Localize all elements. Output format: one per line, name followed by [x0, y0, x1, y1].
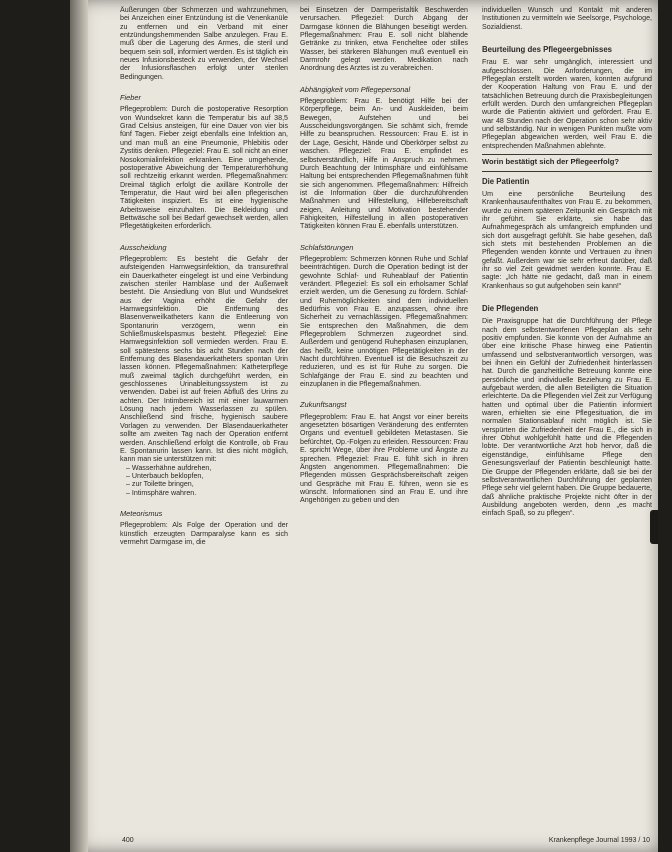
section-heading: Beurteilung des Pflegeergebnisses [482, 45, 612, 55]
section-heading: Die Pflegenden [482, 303, 539, 313]
paragraph: Um eine persönliche Beurteilung des Krankenhausaufenthaltes von Frau E. zu bekommen, wurde zu einem späteren Zeitpunkt ein Gespräch mit ihr geführt. Sie erklärte, sie habe das Aufnahmegespräch als umfangreich empfunden und sich dort ausgefragt gefühlt. Sie habe gesehen, daß sich stets mit bestehenden Problemen an die Pflegenden wenden könnte und Vertrauen zu ihnen gefaßt. Außerdem war sie sehr erfreut darüber, daß ihr so viel Zeit gewidmet werden konnte. Frau E. sagte: „Ich hätte nie gedacht, daß man in einem Krankenhaus so gut aufgehoben sein kann!“ [482, 189, 652, 290]
list-item: – Intimsphäre wahren. [126, 489, 288, 497]
document-page [70, 0, 658, 852]
paragraph: Pflegeproblem: Als Folge der Operation und der künstlich erzeugten Darmparalyse kann es sich vermehrt Darmgase im, die [120, 521, 288, 546]
paragraph: bei Einsetzen der Darmperistaltik Beschwerden verursachen. Pflegeziel: Durch Abgang der Darmgase können die Blähungen beseitigt werden. Pflegemaßnahmen: Frau E. soll nicht blähende Getränke zu trinken, etwa Fencheltee oder stilles Wasser, bei stärkeren Blähungen muß eventuell ein Darmrohr gelegt werden. Medikation nach Anordnung des Arztes ist zu verabreichen. [300, 6, 468, 73]
paragraph: individuellen Wunsch und Kontakt mit anderen Institutionen zu vermitteln wie Seelsorge, Psychologe, Sozialdienst. [482, 6, 652, 31]
divider [482, 154, 652, 155]
page-number: 400 [122, 837, 134, 844]
list-item: – zur Toilette bringen, [126, 480, 288, 488]
text-column-2 [300, 6, 468, 505]
list-item: – Unterbauch beklopfen, [126, 472, 288, 480]
section-heading: Meteorismus [120, 508, 163, 518]
paragraph: Pflegeproblem: Durch die postoperative Resorption von Wundsekret kann die Temperatur bis auf 38,5 Grad Celsius ansteigen, für eine Dauer von vier bis fünf Tagen. Fieber zeigt ebenfalls eine Infektion an, und man muß an eine Pneumonie, Phlebitis oder Zystitis denken. Pflegeziel: Frau E. soll nicht an einer Nosokomialinfektion erkranken. Eine umgehende, postoperative Abweichung der Temperaturerhöhung soll rechtzeitig erkannt werden. Pflegemaßnahmen: Dreimal täglich erfolgt die axilläre Kontrolle der Temperatur, die Haut wird bei allen pflegerischen Tätigkeiten inspiziert. Es ist eine hygienische Arbeitsweise einzuhalten. Die Bekleidung und Bettwäsche soll bei Bedarf gewechselt werden, allen Pflegetätigkeiten erforderlich. [120, 105, 288, 231]
section-heading: Die Patientin [482, 176, 530, 186]
page-tab-marker [650, 510, 658, 544]
paragraph: Äußerungen über Schmerzen und wahrzunehmen, bei Anzeichen einer Entzündung ist die Venenkanüle zu entfernen und ein Verband mit einer entzündungshemmenden Salbe anzulegen. Frau E. muß über die Lagerung des Armes, die steril und bequem sein soll, informiert werden. Es ist täglich ein neues Infusionsbesteck zu verwenden, der Wechsel der Infusionsflaschen erfolgt unter sterilen Bedingungen. [120, 6, 288, 81]
section-heading: Abhängigkeit vom Pflegepersonal [300, 84, 411, 94]
paragraph: Pflegeproblem: Frau E. hat Angst vor einer bereits angesetzten bösartigen Veränderung des entfernten Organs und eventuell gebildeten Metastasen. Sie befürchtet, Op.-Folgen zu erleiden. Ressourcen: Frau E. spricht Wege, über ihre Probleme und Ängste zu sprechen. Pflegeziel: Frau E. fühlt sich in ihren Ängsten angenommen. Pflegemaßnahmen: Die Pflegenden müssen Gesprächsbereitschaft zeigen und Gespräche mit Frau E. führen, wenn sie es wünscht. Informationen sind an Frau E. und ihre Angehörigen zu geben und den [300, 412, 468, 505]
paragraph: Pflegeproblem: Schmerzen können Ruhe und Schlaf beeinträchtigen. Durch die Operation bedingt ist der gewohnte Schlaf- und Ruheablauf der Patientin verändert. Pflegeziel: Es soll ein erholsamer Schlaf erzielt werden, um die Genesung zu fördern. Schlaf- und Ruhemöglichkeiten sind dem individuellen Bedürfnis von Frau E. anzupassen, ohne ihre Sicherheit zu vernachlässigen. Pflegemaßnahmen: Sie entsprechen den Maßnahmen, die dem Pflegeproblem Schmerzen zugeordnet sind. Außerdem und genügend Ruhephasen einzuplanen, das heißt, keine unnötigen Pflegetätigkeiten in der Nacht durchführen. Eventuell ist die Besuchszeit zu reduzieren, und es ist für Ruhe zu sorgen. Die Schlafgänge der Frau E. sind zu beachten und einzuplanen in die Pflegemaßnahmen. [300, 254, 468, 389]
list-item: – Wasserhähne aufdrehen, [126, 464, 288, 472]
paragraph: Die Praxisgruppe hat die Durchführung der Pflege nach dem selbstentworfenen Pflegeplan als sehr positiv empfunden. Sie konnte von der Aufnahme an über eine kritische Phase hinweg eine Patientin umfassend und selbstverantwortlich versorgen, was bei ihnen ein Gefühl der Zufriedenheit hinterlassen hat. Durch die ganzheitliche Betreuung konnte eine persönliche und individuelle Beziehung zu Frau E. aufgebaut werden, die allen Beteiligten die Situation erleichterte. Da die Pflegenden viel Zeit zur Verfügung hatten und optimal über die Patientin informiert waren, erhielten sie eine Pflegesituation, die im normalen Stationsablauf nicht möglich ist. Sie verspürten die Zufriedenheit der Frau E., die sich in ihrer Obhut wohlgefühlt hatte und die Pflegenden lobte. Der verantwortliche Arzt hob hervor, daß die eigenständige, einfühlsame Pflege den Genesungsverlauf der Patientin beschleunigt hatte. Die Gruppe der Pflegenden erklärte, daß sie bei der selbstverantwortlichen Durchführung der geplanten Pflege sehr viel gelernt haben. Die Gruppe bedauerte, daß ähnliche praktische Projekte nicht öfter in der Ausbildung angeboten werden, denn „es macht einfach Spaß, so zu pflegen“. [482, 317, 652, 518]
paragraph: Frau E. war sehr umgänglich, interessiert und aufgeschlossen. Die Anforderungen, die im Pflegeplan erstellt worden waren, konnten aufgrund der Kooperation Haltung von Frau E. und der tatsächlichen Betreuung durch die Praxisbegleitungen erfüllt werden. Durch den umfangreichen Pflegeplan wurde die Patientin aktiviert und gefördert. Frau E. war 48 Stunden nach der Operation schon sehr aktiv und selbständig. Nur in wenigen Punkten mußte vom Pflegeplan abgewichen werden, weil Frau E. die entsprechenden Maßnahmen ablehnte. [482, 58, 652, 150]
paragraph: Pflegeproblem: Frau E. benötigt Hilfe bei der Körperpflege, beim An- und Auskleiden, beim Bewegen, Aufstehen und bei Ausscheidungsvorgängen. Sie schämt sich, fremde Hilfe zu beanspruchen. Ressourcen: Frau E. ist in der Lage, Gesicht, Hände und Oberkörper selbst zu waschen. Pflegeziel: Frau E. empfindet es selbstverständlich, Hilfe in Anspruch zu nehmen. Durch Beachtung der Intimsphäre und einfühlsame Haltung bei entsprechenden Pflegemaßnahmen fühlt sie sich angenommen. Pflegemaßnahmen: Hilfreich ist die Information über die durchzuführenden Maßnahmen und Hilfestellung, Hilfebereitschaft zeigen, Anleitung und Motivation bestehender Fähigkeiten, Hilfestellung in allen postoperativen Tätigkeiten können Frau E. ebenfalls unterstützen. [300, 97, 468, 231]
paragraph: Pflegeproblem: Es besteht die Gefahr der aufsteigenden Harnwegsinfektion, da transurethral ein Dauerkatheter eingelegt ist und eine Verbindung zwischen steriler Harnblase und der Außenwelt besteht. Die Ansiedlung von Blut und Wundsekret aus der Vagina erhöht die Gefahr der Harnwegsinfektion. Die Entfernung des Blasenverweilkatheters kann die Entleerung von Spontanurin verzögern, wenn ein Schließmuskelspasmus besteht. Pflegeziel: Eine Harnwegsinfektion soll vermieden werden. Frau E. soll spätestens sechs bis acht Stunden nach der Entfernung des Blasendauerkatheters spontan Urin lassen können. Pflegemaßnahmen: Katheterpflege muß zweimal täglich durchgeführt werden, ein geschlossenes Urinableitungssystem ist zu verwenden. Dabei ist auf freien Abfluß des Urins zu achten. Der Intimbereich ist mit einer lauwarmen Lösung nach jedem Wasserlassen zu spülen. Anschließend sind frische, hygienisch saubere Vorlagen zu verwenden. Der Blasendauerkatheter sollte am zweiten Tag nach der Operation entfernt werden. Anschließend erfolgt die Kontrolle, ob Frau E. Spontanurin lassen kann. Ist dies nicht möglich, kann man sie unterstützen mit: [120, 254, 288, 464]
section-heading: Zukunftsangst [300, 400, 347, 410]
journal-footer: Krankenpflege Journal 1993 / 10 [548, 837, 650, 844]
question-heading: Worin bestätigt sich der Pflegeerfolg? [482, 157, 619, 167]
section-heading: Schlafstörungen [300, 242, 354, 252]
section-heading: Fieber [120, 93, 141, 103]
section-heading: Ausscheidung [120, 242, 167, 252]
divider [482, 171, 652, 172]
bullet-list [120, 464, 288, 497]
text-column-3 [482, 6, 652, 518]
text-column-1 [120, 6, 288, 546]
book-spine-shadow [70, 0, 88, 852]
